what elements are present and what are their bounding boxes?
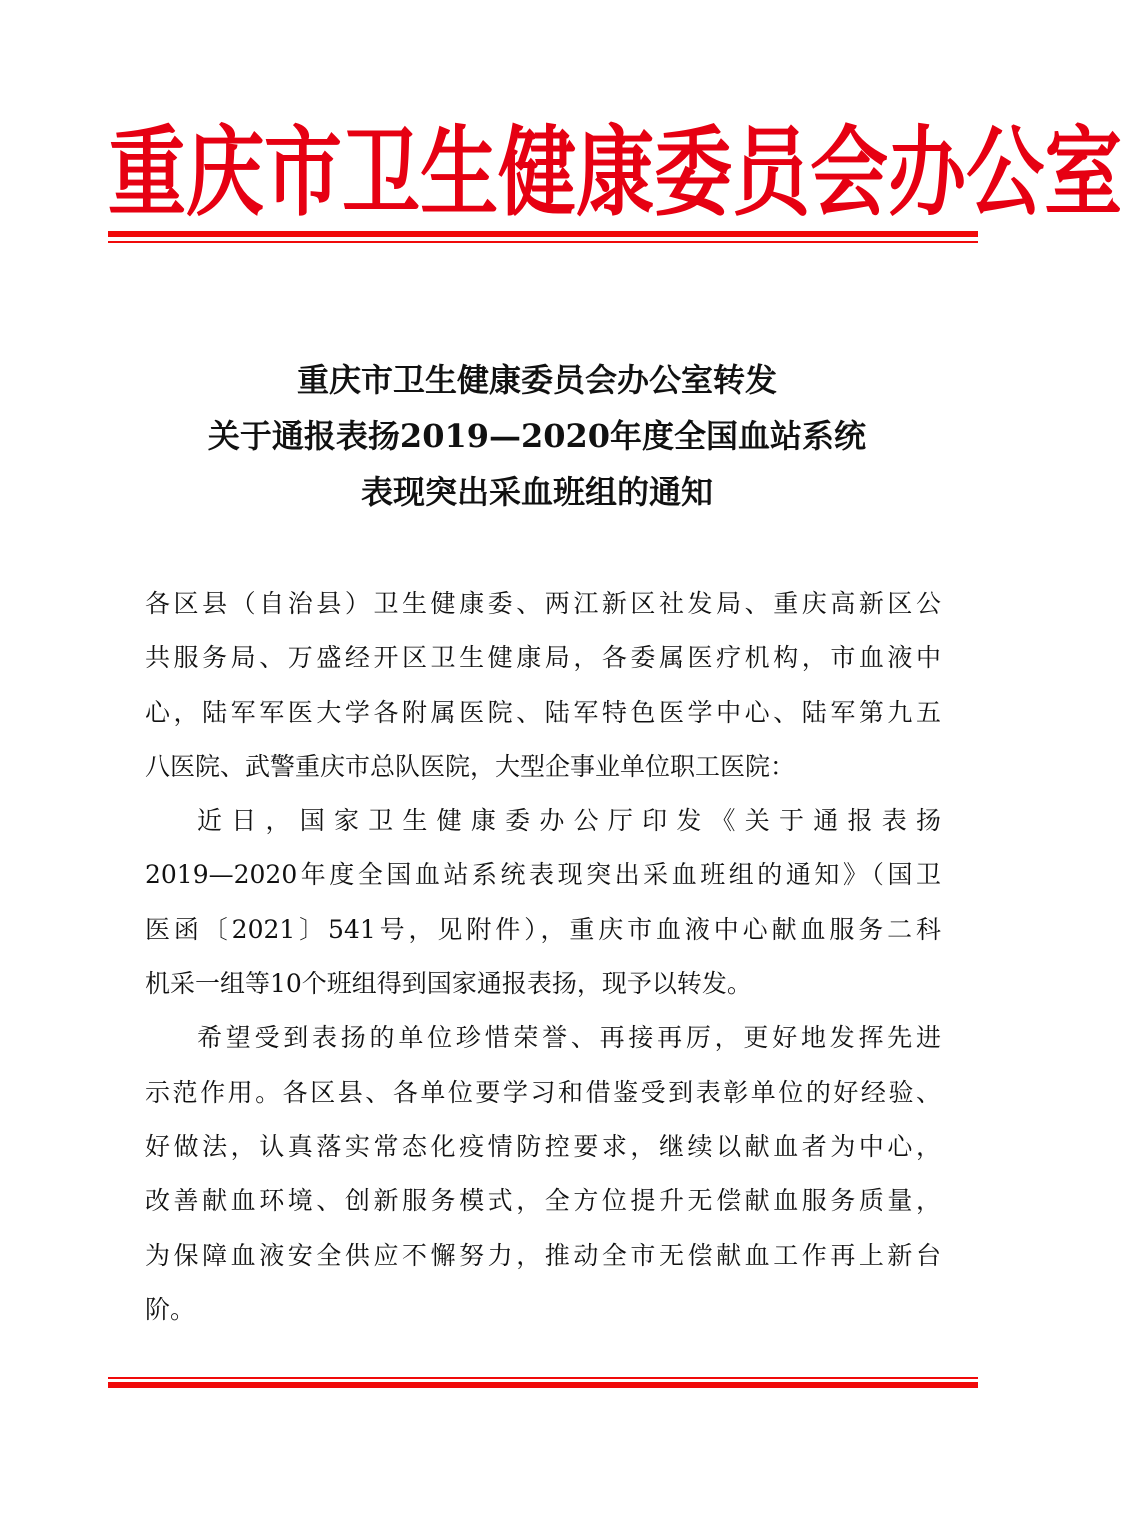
letterhead-char: 公 [966,117,1045,230]
letterhead-char: 健 [498,117,577,230]
letterhead-char: 员 [732,117,811,230]
letterhead-char: 重 [108,117,187,230]
letterhead-rule-thick [108,231,978,237]
letterhead-char: 办 [888,117,967,230]
footer-rule-thin [108,1377,978,1379]
body-line: 共服务局、万盛经开区卫生健康局，各委属医疗机构，市血液中 [145,643,941,673]
body-line: 希望受到表扬的单位珍惜荣誉、再接再厉，更好地发挥先进 [197,1023,941,1053]
letterhead-char: 卫 [342,117,421,230]
letterhead-char: 会 [810,117,889,230]
body-line: 改善献血环境、创新服务模式，全方位提升无偿献血服务质量， [145,1186,941,1216]
letterhead-char: 生 [420,117,499,230]
body-line: 医函〔2021〕541号，见附件），重庆市血液中心献血服务二科 [145,914,941,944]
letterhead-organization [108,96,1122,234]
letterhead-char: 康 [576,117,655,230]
body-line: 心，陆军军医大学各附属医院、陆军特色医学中心、陆军第九五 [145,697,941,727]
letterhead-char: 市 [264,117,343,230]
document-body [145,577,941,1337]
title-line: 关于通报表扬2019—2020年度全国血站系统 [207,417,867,455]
title-line: 表现突出采血班组的通知 [360,473,713,511]
body-line: 机采一组等10个班组得到国家通报表扬，现予以转发。 [145,969,752,999]
letterhead-rule-thin [108,241,978,243]
footer-rule-thick [108,1382,978,1388]
body-line: 为保障血液安全供应不懈努力，推动全市无偿献血工作再上新台 [145,1240,941,1270]
letterhead-char: 庆 [186,117,265,230]
document-title [0,352,1074,520]
letterhead-char: 室 [1044,117,1122,230]
body-line: 各区县（自治县）卫生健康委、两江新区社发局、重庆高新区公 [145,589,941,618]
title-line: 重庆市卫生健康委员会办公室转发 [296,361,777,399]
body-line: 2019—2020年度全国血站系统表现突出采血班组的通知》（国卫 [145,860,941,890]
body-line: 阶。 [145,1294,196,1324]
body-line: 八医院、武警重庆市总队医院，大型企事业单位职工医院： [145,751,796,781]
body-line: 示范作用。各区县、各单位要学习和借鉴受到表彰单位的好经验、 [145,1077,941,1107]
body-line: 近日，国家卫生健康委办公厅印发《关于通报表扬 [197,806,941,836]
letterhead-char: 委 [654,117,733,230]
body-line: 好做法，认真落实常态化疫情防控要求，继续以献血者为中心， [145,1131,941,1161]
